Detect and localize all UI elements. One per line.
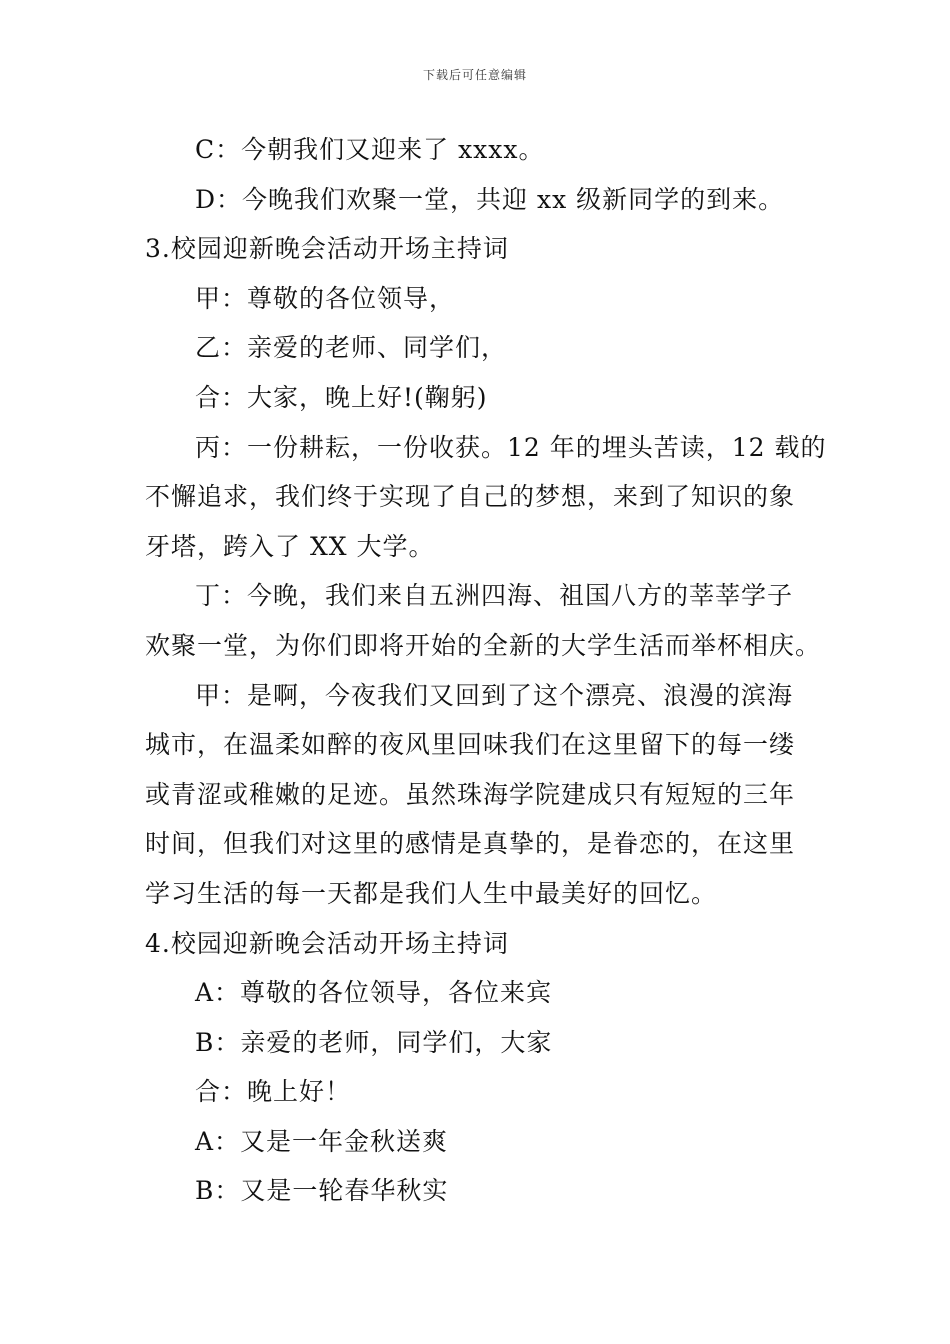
text-line: 乙：亲爱的老师、同学们， xyxy=(195,333,508,363)
text-line: A：又是一年金秋送爽 xyxy=(195,1126,449,1156)
section-heading: 3.校园迎新晚会活动开场主持词 xyxy=(145,234,509,264)
text-line: 学习生活的每一天都是我们人生中最美好的回忆。 xyxy=(145,878,718,908)
text-line: D：今晚我们欢聚一堂，共迎 xx 级新同学的到来。 xyxy=(195,184,785,214)
text-line: B：亲爱的老师，同学们，大家 xyxy=(195,1027,553,1057)
section-heading: 4.校园迎新晚会活动开场主持词 xyxy=(145,928,509,958)
text-line: A：尊敬的各位领导，各位来宾 xyxy=(195,978,553,1008)
text-line: 甲：是啊，今夜我们又回到了这个漂亮、浪漫的滨海 xyxy=(195,680,794,710)
document-body xyxy=(145,125,827,1216)
text-line: 不懈追求，我们终于实现了自己的梦想，来到了知识的象 xyxy=(145,482,796,512)
text-line: 城市，在温柔如醉的夜风里回味我们在这里留下的每一缕 xyxy=(145,730,796,760)
text-line: 合：大家，晚上好!(鞠躬) xyxy=(195,382,488,412)
text-line: C：今朝我们又迎来了 xxxx。 xyxy=(195,135,545,164)
text-line: 欢聚一堂，为你们即将开始的全新的大学生活而举杯相庆。 xyxy=(145,630,822,660)
text-line: 合：晚上好！ xyxy=(195,1077,352,1107)
text-line: 丁：今晚，我们来自五洲四海、祖国八方的莘莘学子 xyxy=(195,581,794,611)
text-line: 时间，但我们对这里的感情是真挚的，是眷恋的，在这里 xyxy=(145,829,796,859)
text-line: 牙塔，跨入了 XX 大学。 xyxy=(145,531,435,561)
text-line: 或青涩或稚嫩的足迹。虽然珠海学院建成只有短短的三年 xyxy=(145,779,796,809)
page-header-note: 下载后可任意编辑 xyxy=(422,68,527,82)
text-line: B：又是一轮春华秋实 xyxy=(195,1176,449,1206)
text-line: 甲：尊敬的各位领导， xyxy=(195,283,456,313)
text-line: 丙：一份耕耘，一份收获。12 年的埋头苦读，12 载的 xyxy=(195,432,827,462)
